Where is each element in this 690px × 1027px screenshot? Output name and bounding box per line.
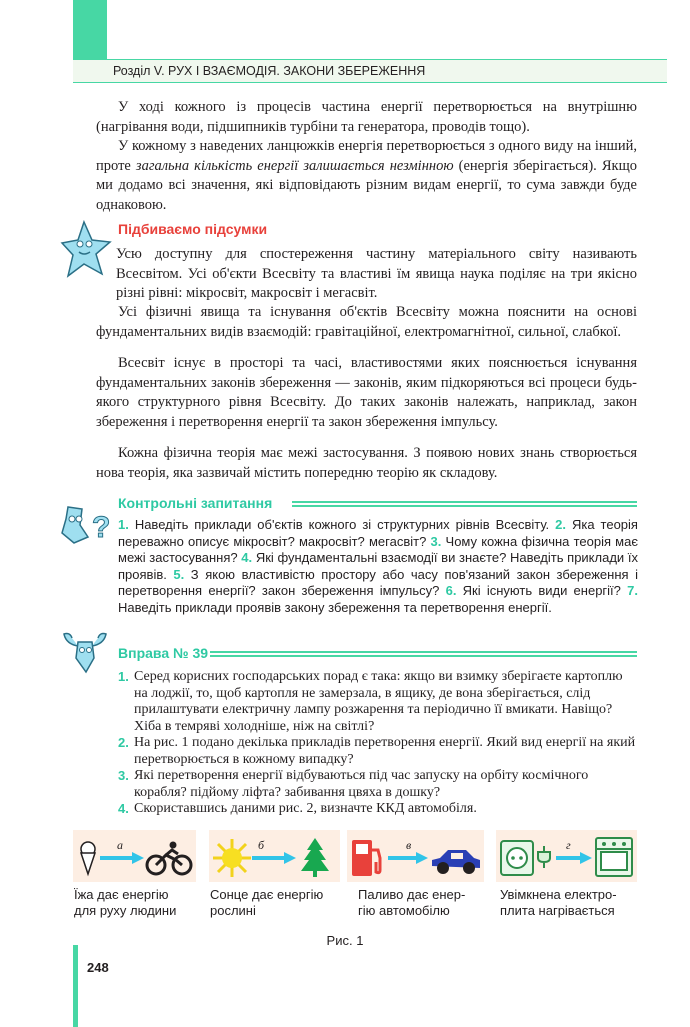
ice-cream-icon (78, 840, 98, 876)
plug-icon (534, 846, 554, 868)
panel-letter-b: б (258, 838, 265, 852)
exercise-title: Вправа № 39 (118, 645, 209, 661)
exercise-item (118, 735, 638, 768)
bottom-accent-bar (73, 945, 78, 1027)
summary-paragraph-1: Усю доступну для спостереження частину матеріального світу називають Всесвітом. Усі об'єкти Всесвіту та властиві їм явища наука поділяє на три якісно різні рівні: мікросвіт, макросвіт і мегасвіт. (116, 246, 637, 301)
question-text: Наведіть приклади проявів закону збереження та перетворення енергії. (118, 599, 552, 615)
panel-letter-c: в (406, 838, 412, 852)
panel-letter-d: г (566, 838, 571, 852)
socket-icon (500, 840, 534, 876)
exercise-number: 3. (118, 768, 129, 783)
intro-p2-emphasis: загальна кількість енергії залишається незмінною (135, 157, 454, 174)
exercise-item (118, 669, 638, 735)
page-header (73, 60, 667, 82)
exercise-number: 1. (118, 669, 129, 684)
exercise-text: На рис. 1 подано декілька прикладів перетворення енергії. Який вид енергії на який перетворюється в кожному випадку? (134, 735, 636, 767)
summary-paragraph-4: Кожна фізична теорія має межі застосування. З появою нових знань створюється нова теорія, яка зазвичай містить попередню теорію як складову. (96, 445, 637, 481)
caption-line: гію автомобілю (358, 903, 450, 918)
page-number: 248 (87, 960, 109, 975)
exercise-item (118, 768, 638, 801)
question-number: 4. (241, 550, 253, 565)
caption-line: Їжа дає енергію (74, 887, 169, 902)
figure-caption-d (500, 887, 617, 919)
question-text: Яка теорія переважно описує мікросвіт? макросвіт? мегасвіт? (118, 517, 638, 549)
arrow-icon (556, 852, 592, 864)
intro-paragraph-1: У ході кожного із процесів частина енергії перетворюється на внутрішню (нагрівання води, підшипників турбіни та генератора, проводів тощо). (96, 99, 637, 135)
header-divider (73, 82, 667, 83)
caption-line: плита нагрівається (500, 903, 615, 918)
figure-caption-b (210, 887, 323, 919)
exercise-number: 4. (118, 801, 129, 816)
exercise-text: Які перетворення енергії відбуваються під час запуску на орбіту космічного корабля? підйому ліфта? забивання цвяха в дошку? (134, 768, 589, 800)
question-text: Які фундаментальні взаємодії ви знаєте? Наведіть приклади їх проявів. (118, 550, 638, 582)
cyclist-icon (146, 840, 192, 876)
summary-title: Підбиваємо підсумки (118, 221, 268, 237)
arrow-icon (100, 852, 144, 864)
question-text: Чому кожна фізична теорія має межі застосування? (118, 533, 638, 565)
mascot-strong-icon (58, 628, 114, 678)
figure-caption-c (358, 887, 465, 919)
arrow-icon (252, 852, 296, 864)
summary-paragraph-2: Усі фізичні явища та існування об'єктів Всесвіту можна пояснити на основі фундаментальних видів взаємодій: гравітаційної, електромагнітної, сильної, слабкої. (96, 304, 637, 340)
caption-line: для руху людини (74, 903, 177, 918)
top-accent-bar (73, 0, 107, 60)
exercise-number: 2. (118, 735, 129, 750)
question-number: 6. (445, 583, 457, 598)
intro-p2-end: (енергія зберігається). Якщо ми додамо всі значення, які відповідають різним видам енергії, то сума завжди буде однаковою. (96, 157, 638, 213)
control-title: Контрольні запитання (118, 495, 273, 511)
exercise-text: Серед корисних господарських порад є така: якщо ви взимку зберігаєте картоплю на лоджії, то, щоб картопля не замерзала, в ящику, де вона зберігається, слід прилаштувати електричну лампу розжарення та періодично її вмикати. Навіщо? Хіба в темряві холодніше, ніж на світлі? (134, 669, 623, 734)
question-text: З якою властивістю простору або часу пов'язаний закон збереження і перетворення енергії? закон збереження імпульсу? (118, 566, 638, 598)
mascot-question-icon (58, 497, 114, 549)
exercise-item (118, 801, 638, 818)
sun-icon (212, 838, 252, 878)
figure-caption-a (74, 887, 176, 919)
question-text: Наведіть приклади об'єктів кожного зі структурних рівнів Всесвіту. (134, 517, 550, 532)
figure-caption: Рис. 1 (326, 933, 364, 948)
fuel-pump-icon (350, 838, 384, 878)
caption-line: Паливо дає енер- (358, 887, 466, 902)
question-number: 2. (555, 517, 566, 532)
question-text: Які існують види енергії? (462, 583, 621, 598)
question-number: 5. (173, 566, 185, 582)
arrow-icon (388, 852, 428, 864)
tree-icon (301, 838, 329, 878)
chapter-title: Розділ V. РУХ І ВЗАЄМОДІЯ. ЗАКОНИ ЗБЕРЕЖЕННЯ (113, 64, 426, 78)
question-number: 3. (430, 533, 442, 549)
car-icon (430, 846, 482, 876)
intro-p2-start: У кожному з наведених ланцюжків енергія перетворюється з одного виду на інший, проте (96, 138, 637, 174)
intro-paragraph-2 (96, 137, 637, 215)
summary-paragraph-3: Всесвіт існує в просторі та часі, властивостями яких пояснюється існування фундаментальних законів збереження — законів, яким підкоряються всі процеси будь-якого структурного рівня Всесвіту. До таких законів належать, наприклад, закон збереження і перетворення енергії та закон збереження імпульсу. (96, 355, 637, 430)
exercise-text: Скориставшись даними рис. 2, визначте ККД автомобіля. (134, 801, 477, 816)
question-number: 1. (118, 517, 129, 532)
caption-line: Сонце дає енергію (210, 887, 324, 902)
stove-icon (594, 836, 634, 878)
control-questions (118, 517, 638, 616)
exercise-title-rule (210, 651, 637, 657)
panel-letter-a: а (117, 838, 123, 852)
caption-line: Увімкнена електро- (500, 887, 617, 902)
mascot-star-icon (60, 218, 112, 284)
question-number: 7. (627, 583, 638, 598)
svg-text:?: ? (92, 511, 111, 544)
control-title-rule (292, 501, 637, 507)
caption-line: рослині (210, 903, 256, 918)
